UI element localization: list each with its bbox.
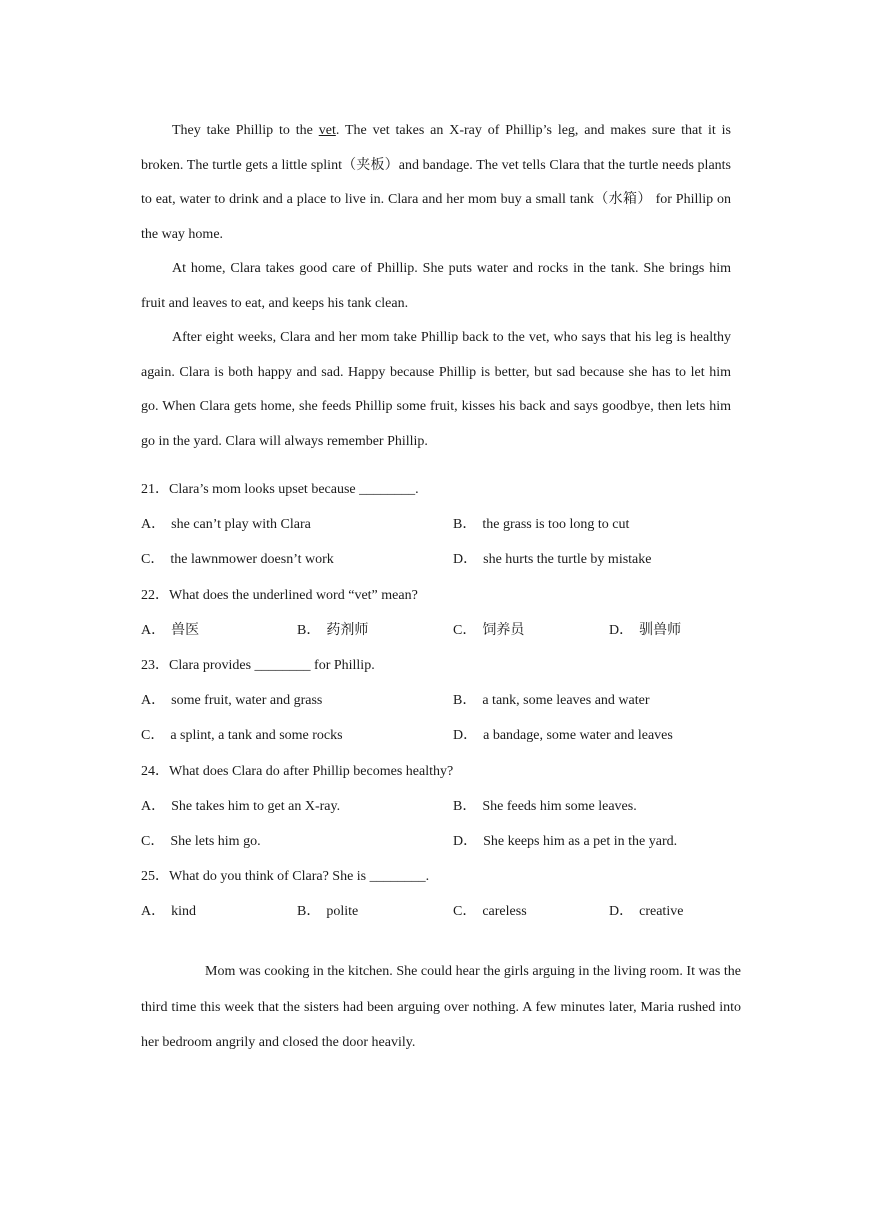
question-22-option-a: A． 兽医	[141, 623, 200, 638]
question-24-option-d: D． She keeps him as a pet in the yard.	[453, 834, 678, 849]
question-25-option-b: B． polite	[297, 904, 359, 919]
question-24-option-b: B． She feeds him some leaves.	[453, 799, 637, 814]
underlined-word-vet: vet	[318, 123, 336, 138]
question-22-stem: 22．What does the underlined word “vet” mean?	[141, 588, 418, 603]
question-23-stem: 23．Clara provides ________ for Phillip.	[141, 658, 375, 673]
question-22-option-b: B． 药剂师	[297, 623, 369, 638]
question-25-stem: 25．What do you think of Clara? She is ________.	[141, 869, 430, 884]
question-21-option-a: A． she can’t play with Clara	[141, 517, 311, 532]
passage-paragraph-3: After eight weeks, Clara and her mom take Phillip back to the vet, who says that his leg is healthy again. Clara is both happy and sad. Happy because Phillip is better, but sad because she has to let him go. When Clara gets home, she feeds Phillip some fruit, kisses his back and says goodbye, then lets him go in the yard. Clara will always remember Phillip.	[141, 330, 731, 449]
passage-paragraph-1: They take Phillip to the vet. The vet takes an X-ray of Phillip’s leg, and makes sure that it is broken. The turtle gets a little splint（夹板）and bandage. The vet tells Clara that the turtle needs plants to eat, water to drink and a place to live in. Clara and her mom buy a small tank（水箱） for Phillip on the way home.	[141, 123, 732, 242]
passage-paragraph-2: At home, Clara takes good care of Phillip. She puts water and rocks in the tank. She brings him fruit and leaves to eat, and keeps his tank clean.	[141, 261, 731, 311]
question-25-option-a: A． kind	[141, 904, 197, 919]
question-25-option-c: C． careless	[453, 904, 527, 919]
question-23-option-b: B． a tank, some leaves and water	[453, 693, 650, 708]
question-23-option-a: A． some fruit, water and grass	[141, 693, 323, 708]
question-21-option-d: D． she hurts the turtle by mistake	[453, 552, 652, 567]
question-24-option-a: A． She takes him to get an X-ray.	[141, 799, 341, 814]
question-22-option-c: C． 饲养员	[453, 623, 525, 638]
next-passage-paragraph-1: Mom was cooking in the kitchen. She could hear the girls arguing in the living room. It was the third time this week that the sisters had been arguing over nothing. A few minutes later, Maria rushed into her bedroom angrily and closed the door heavily.	[141, 964, 741, 1050]
question-21-option-c: C． the lawnmower doesn’t work	[141, 552, 334, 567]
question-24-option-c: C． She lets him go.	[141, 834, 261, 849]
question-22-option-d: D． 驯兽师	[609, 623, 682, 638]
question-23-option-c: C． a splint, a tank and some rocks	[141, 728, 343, 743]
question-21-option-b: B． the grass is too long to cut	[453, 517, 630, 532]
question-21-stem: 21．Clara’s mom looks upset because ________.	[141, 482, 419, 497]
question-24-stem: 24．What does Clara do after Phillip becomes healthy?	[141, 764, 454, 779]
question-23-option-d: D． a bandage, some water and leaves	[453, 728, 673, 743]
question-25-option-d: D． creative	[609, 904, 684, 919]
